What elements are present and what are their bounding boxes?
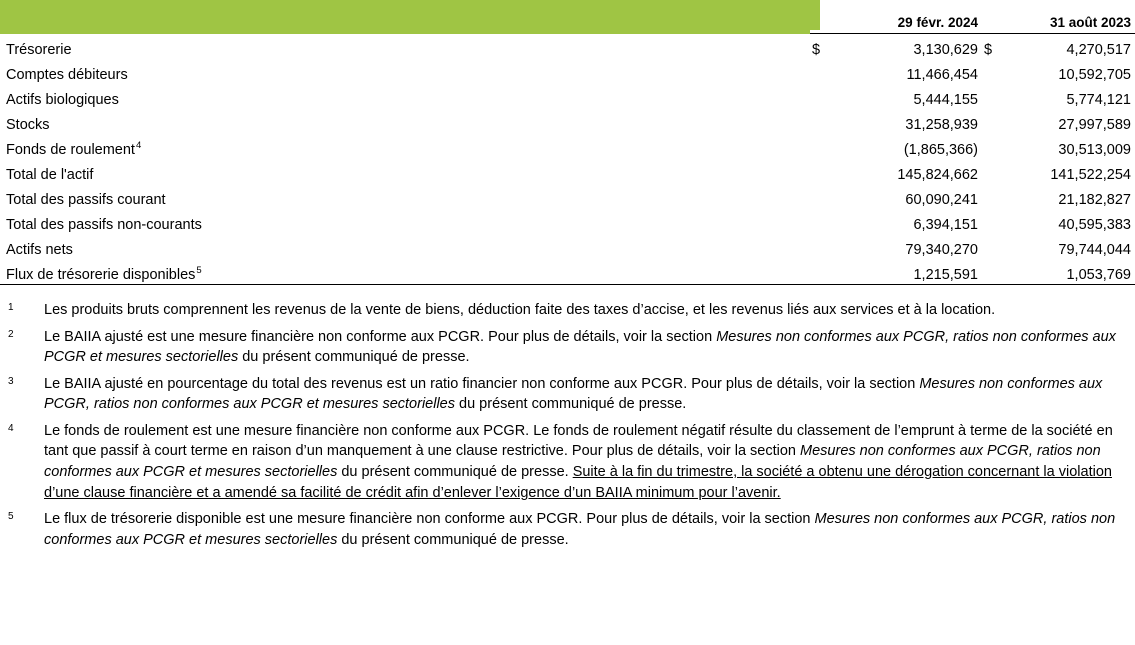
row-currency-2 bbox=[982, 234, 1004, 259]
footnote-text-run: du présent communiqué de presse. bbox=[337, 531, 569, 548]
footnote-marker: 1 bbox=[8, 302, 14, 313]
row-currency-1 bbox=[810, 59, 832, 84]
footnote-text bbox=[44, 509, 1135, 550]
row-value-period-1: 11,466,454 bbox=[906, 67, 978, 83]
row-value-period-1: (1,865,366) bbox=[903, 142, 978, 158]
table-row bbox=[0, 134, 1135, 159]
row-currency-1 bbox=[810, 159, 832, 184]
row-currency-1 bbox=[810, 259, 832, 285]
footnote-text-run: Mesures non conformes aux PCGR, ratios non conformes aux PCGR et mesures sectorielles bbox=[44, 328, 1116, 366]
row-currency-2 bbox=[982, 159, 1004, 184]
footnote-item bbox=[0, 300, 1135, 321]
row-label: Comptes débiteurs bbox=[6, 67, 128, 83]
footnote-text-run: Le fonds de roulement est une mesure financière non conforme aux PCGR. Le fonds de roulement négatif résulte du classement de l’emprunt à terme de la société en tant que passif à court terme en raison d’un manquement à une clause restrictive. Pour plus de détails, voir la section bbox=[44, 422, 1113, 460]
table-row bbox=[0, 109, 1135, 134]
row-label: Flux de trésorerie disponibles$^5$ bbox=[0, 259, 810, 285]
row-currency-1 bbox=[810, 84, 832, 109]
footnote-text bbox=[44, 327, 1135, 368]
table-row bbox=[0, 184, 1135, 209]
footnote-text-run: Mesures non conformes aux PCGR, ratios non conformes aux PCGR et mesures sectorielles bbox=[44, 375, 1103, 413]
footnote-marker: 5 bbox=[8, 511, 14, 523]
footnote-text-run: Mesures non conformes aux PCGR, ratios non conformes aux PCGR et mesures sectorielles bbox=[44, 443, 1101, 481]
footnote-text-run: Le BAIIA ajusté est une mesure financière non conforme aux PCGR. Pour plus de détails, voir la section bbox=[44, 328, 717, 345]
row-currency-1: $ bbox=[812, 42, 821, 58]
table-row bbox=[0, 159, 1135, 184]
footnote-item bbox=[0, 327, 1135, 368]
footnote-text-run: du présent communiqué de presse. bbox=[238, 349, 470, 366]
row-label: Fonds de roulement$^4$ bbox=[6, 140, 142, 158]
row-label: Actifs nets bbox=[6, 242, 73, 258]
row-value-period-1: 1,215,591 bbox=[832, 259, 982, 285]
row-value-period-2: 141,522,254 bbox=[1050, 167, 1131, 183]
footnote-marker: 3 bbox=[8, 375, 14, 387]
row-currency-2 bbox=[982, 134, 1004, 159]
row-value-period-2: 1,053,769 bbox=[1004, 259, 1135, 285]
table-row bbox=[0, 34, 1135, 60]
footnote-ref: 5 bbox=[196, 265, 202, 277]
footnote-item bbox=[0, 509, 1135, 550]
row-value-period-1: 79,340,270 bbox=[905, 242, 978, 258]
footnote-text bbox=[44, 421, 1135, 503]
row-currency-1 bbox=[810, 109, 832, 134]
row-value-period-2: 4,270,517 bbox=[1066, 42, 1131, 58]
row-value-period-1: 6,394,151 bbox=[913, 217, 978, 233]
row-currency-1 bbox=[810, 134, 832, 159]
row-label: Total des passifs non-courants bbox=[6, 217, 202, 233]
row-label: Stocks bbox=[6, 117, 50, 133]
footnote-marker: 2 bbox=[8, 328, 14, 340]
row-currency-2 bbox=[982, 84, 1004, 109]
row-label: Total de l'actif bbox=[6, 167, 94, 183]
row-currency-1 bbox=[810, 209, 832, 234]
row-label: Total des passifs courant bbox=[6, 192, 166, 208]
footnote-text-run: Le flux de trésorerie disponible est une mesure financière non conforme aux PCGR. Pour plus de détails, voir la section bbox=[44, 511, 815, 528]
header-currency-spacer-1 bbox=[810, 0, 832, 34]
footnote-text-run: Le BAIIA ajusté en pourcentage du total des revenus est un ratio financier non conforme aux PCGR. Pour plus de détails, voir la section bbox=[44, 375, 920, 392]
footnote-text-run: Suite à la fin du trimestre, la société a obtenu une dérogation concernant la violation d’une clause financière et a amendé sa facilité de crédit afin d’enlever l’exigence d’un BAIIA minimum pour l’avenir. bbox=[44, 464, 1112, 501]
header-label-blank bbox=[0, 0, 810, 34]
row-value-period-1: 3,130,629 bbox=[913, 42, 978, 58]
table-body bbox=[0, 34, 1135, 285]
row-value-period-1: 5,444,155 bbox=[913, 92, 978, 108]
row-value-period-2: 5,774,121 bbox=[1066, 92, 1131, 108]
footnote-text bbox=[44, 374, 1135, 415]
footnote-text-run: du présent communiqué de presse. bbox=[337, 464, 573, 481]
table-header bbox=[0, 0, 1135, 34]
table-row bbox=[0, 84, 1135, 109]
financial-summary-table bbox=[0, 0, 1135, 285]
row-value-period-2: 27,997,589 bbox=[1058, 117, 1131, 133]
row-label: Actifs biologiques bbox=[6, 92, 119, 108]
footnote-text-run: Les produits bruts comprennent les revenus de la vente de biens, déduction faite des taxes d’accise, et les revenus liés aux services et à la location. bbox=[44, 302, 996, 318]
row-currency-1 bbox=[810, 234, 832, 259]
row-value-period-2: 10,592,705 bbox=[1058, 67, 1131, 83]
table-row bbox=[0, 259, 1135, 285]
footnote-item bbox=[0, 421, 1135, 503]
footnote-ref: 4 bbox=[135, 140, 142, 152]
footnote-marker: 4 bbox=[8, 422, 14, 434]
table-header-row bbox=[0, 0, 1135, 34]
row-currency-2 bbox=[982, 184, 1004, 209]
row-value-period-1: 60,090,241 bbox=[905, 192, 978, 208]
row-currency-2 bbox=[982, 59, 1004, 84]
footnote-item bbox=[0, 374, 1135, 415]
footnotes-list bbox=[0, 300, 1135, 556]
row-value-period-1: 145,824,662 bbox=[897, 167, 978, 183]
footnote-text-run: du présent communiqué de presse. bbox=[454, 396, 687, 413]
row-currency-2 bbox=[982, 109, 1004, 134]
table-row bbox=[0, 209, 1135, 234]
row-value-period-2: 21,182,827 bbox=[1058, 192, 1131, 208]
header-period-1: 29 févr. 2024 bbox=[832, 0, 982, 34]
row-currency-2: $ bbox=[984, 42, 993, 58]
header-currency-spacer-2 bbox=[982, 0, 1004, 34]
row-currency-1 bbox=[810, 184, 832, 209]
header-period-2: 31 août 2023 bbox=[1004, 0, 1135, 34]
row-value-period-2: 79,744,044 bbox=[1058, 242, 1131, 258]
row-currency-2 bbox=[982, 259, 1004, 285]
row-currency-2 bbox=[982, 209, 1004, 234]
row-value-period-2: 30,513,009 bbox=[1058, 142, 1131, 158]
table-row bbox=[0, 59, 1135, 84]
row-label: Trésorerie bbox=[6, 42, 72, 58]
row-value-period-1: 31,258,939 bbox=[905, 117, 978, 133]
footnote-text bbox=[44, 300, 1135, 321]
table-row bbox=[0, 234, 1135, 259]
row-value-period-2: 40,595,383 bbox=[1058, 217, 1131, 233]
footnote-text-run: Mesures non conformes aux PCGR, ratios non conformes aux PCGR et mesures sectorielles bbox=[44, 511, 1116, 548]
